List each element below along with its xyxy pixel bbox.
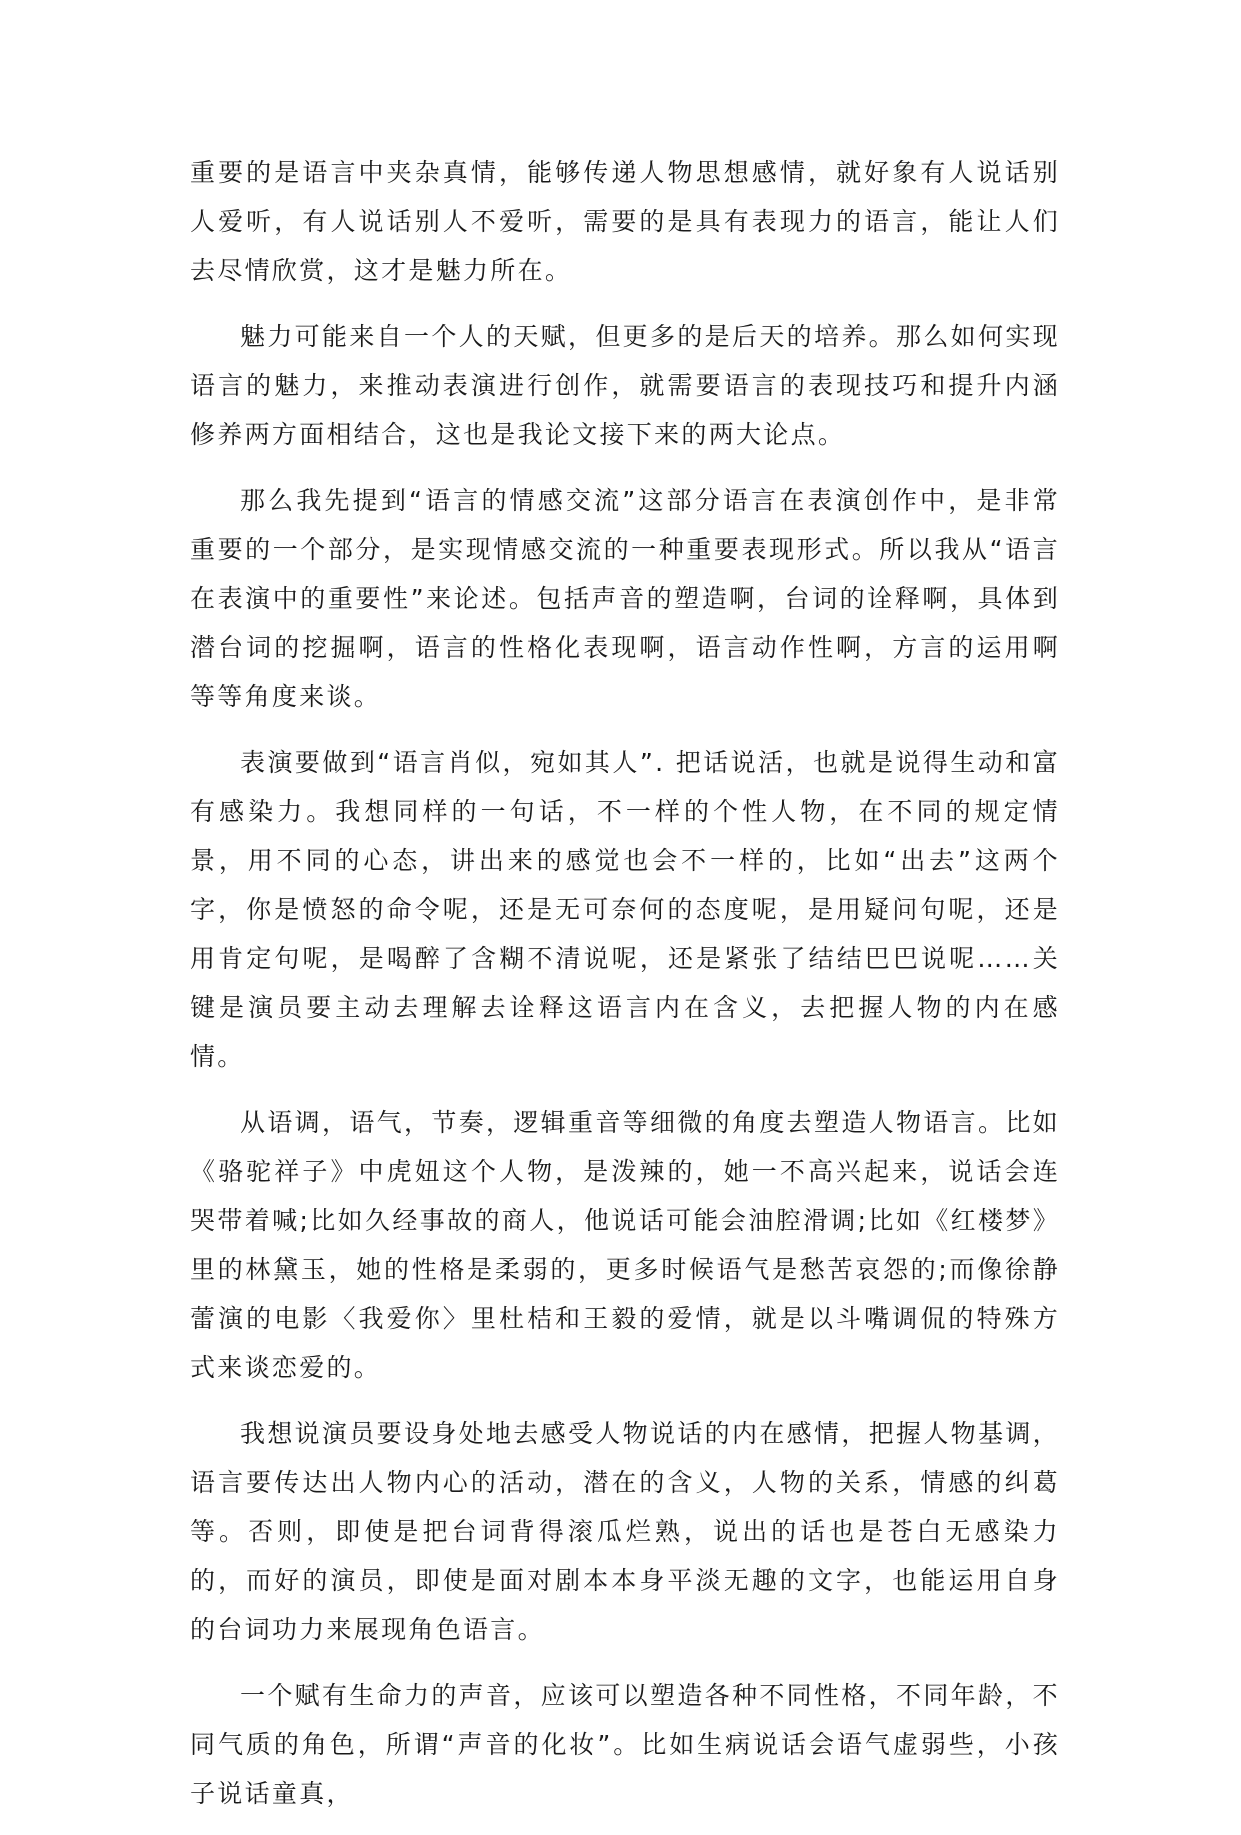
paragraph: 一个赋有生命力的声音，应该可以塑造各种不同性格，不同年龄，不同气质的角色，所谓“声音的化妆”。比如生病说话会语气虚弱些，小孩子说话童真， — [190, 1681, 1060, 1808]
paragraph: 从语调，语气，节奏，逻辑重音等细微的角度去塑造人物语言。比如《骆驼祥子》中虎妞这个人物，是泼辣的，她一不高兴起来，说话会连哭带着喊;比如久经事故的商人，他说话可能会油腔滑调;比如《红楼梦》里的林黛玉，她的性格是柔弱的，更多时候语气是愁苦哀怨的;而像徐静蕾演的电影〈我爱你〉里杜桔和王毅的爱情，就是以斗嘴调侃的特殊方式来谈恋爱的。 — [190, 1108, 1060, 1382]
paragraph: 重要的是语言中夹杂真情，能够传递人物思想感情，就好象有人说话别人爱听，有人说话别人不爱听，需要的是具有表现力的语言，能让人们去尽情欣赏，这才是魅力所在。 — [190, 158, 1060, 285]
paragraph: 那么我先提到“语言的情感交流”这部分语言在表演创作中，是非常重要的一个部分，是实现情感交流的一种重要表现形式。所以我从“语言在表演中的重要性”来论述。包括声音的塑造啊，台词的诠释啊，具体到潜台词的挖掘啊，语言的性格化表现啊，语言动作性啊，方言的运用啊等等角度来谈。 — [190, 486, 1060, 711]
paragraph: 魅力可能来自一个人的天赋，但更多的是后天的培养。那么如何实现语言的魅力，来推动表演进行创作，就需要语言的表现技巧和提升内涵修养两方面相结合，这也是我论文接下来的两大论点。 — [190, 322, 1060, 449]
paragraph: 我想说演员要设身处地去感受人物说话的内在感情，把握人物基调，语言要传达出人物内心的活动，潜在的含义，人物的关系，情感的纠葛等。否则，即使是把台词背得滚瓜烂熟，说出的话也是苍白无感染力的，而好的演员，即使是面对剧本本身平淡无趣的文字，也能运用自身的台词功力来展现角色语言。 — [190, 1419, 1060, 1644]
document-body — [190, 148, 1060, 1835]
paragraph: 表演要做到“语言肖似，宛如其人”. 把话说活，也就是说得生动和富有感染力。我想同样的一句话，不一样的个性人物，在不同的规定情景，用不同的心态，讲出来的感觉也会不一样的，比如“出去”这两个字，你是愤怒的命令呢，还是无可奈何的态度呢，是用疑问句呢，还是用肯定句呢，是喝醉了含糊不清说呢，还是紧张了结结巴巴说呢……关键是演员要主动去理解去诠释这语言内在含义，去把握人物的内在感情。 — [190, 748, 1060, 1071]
